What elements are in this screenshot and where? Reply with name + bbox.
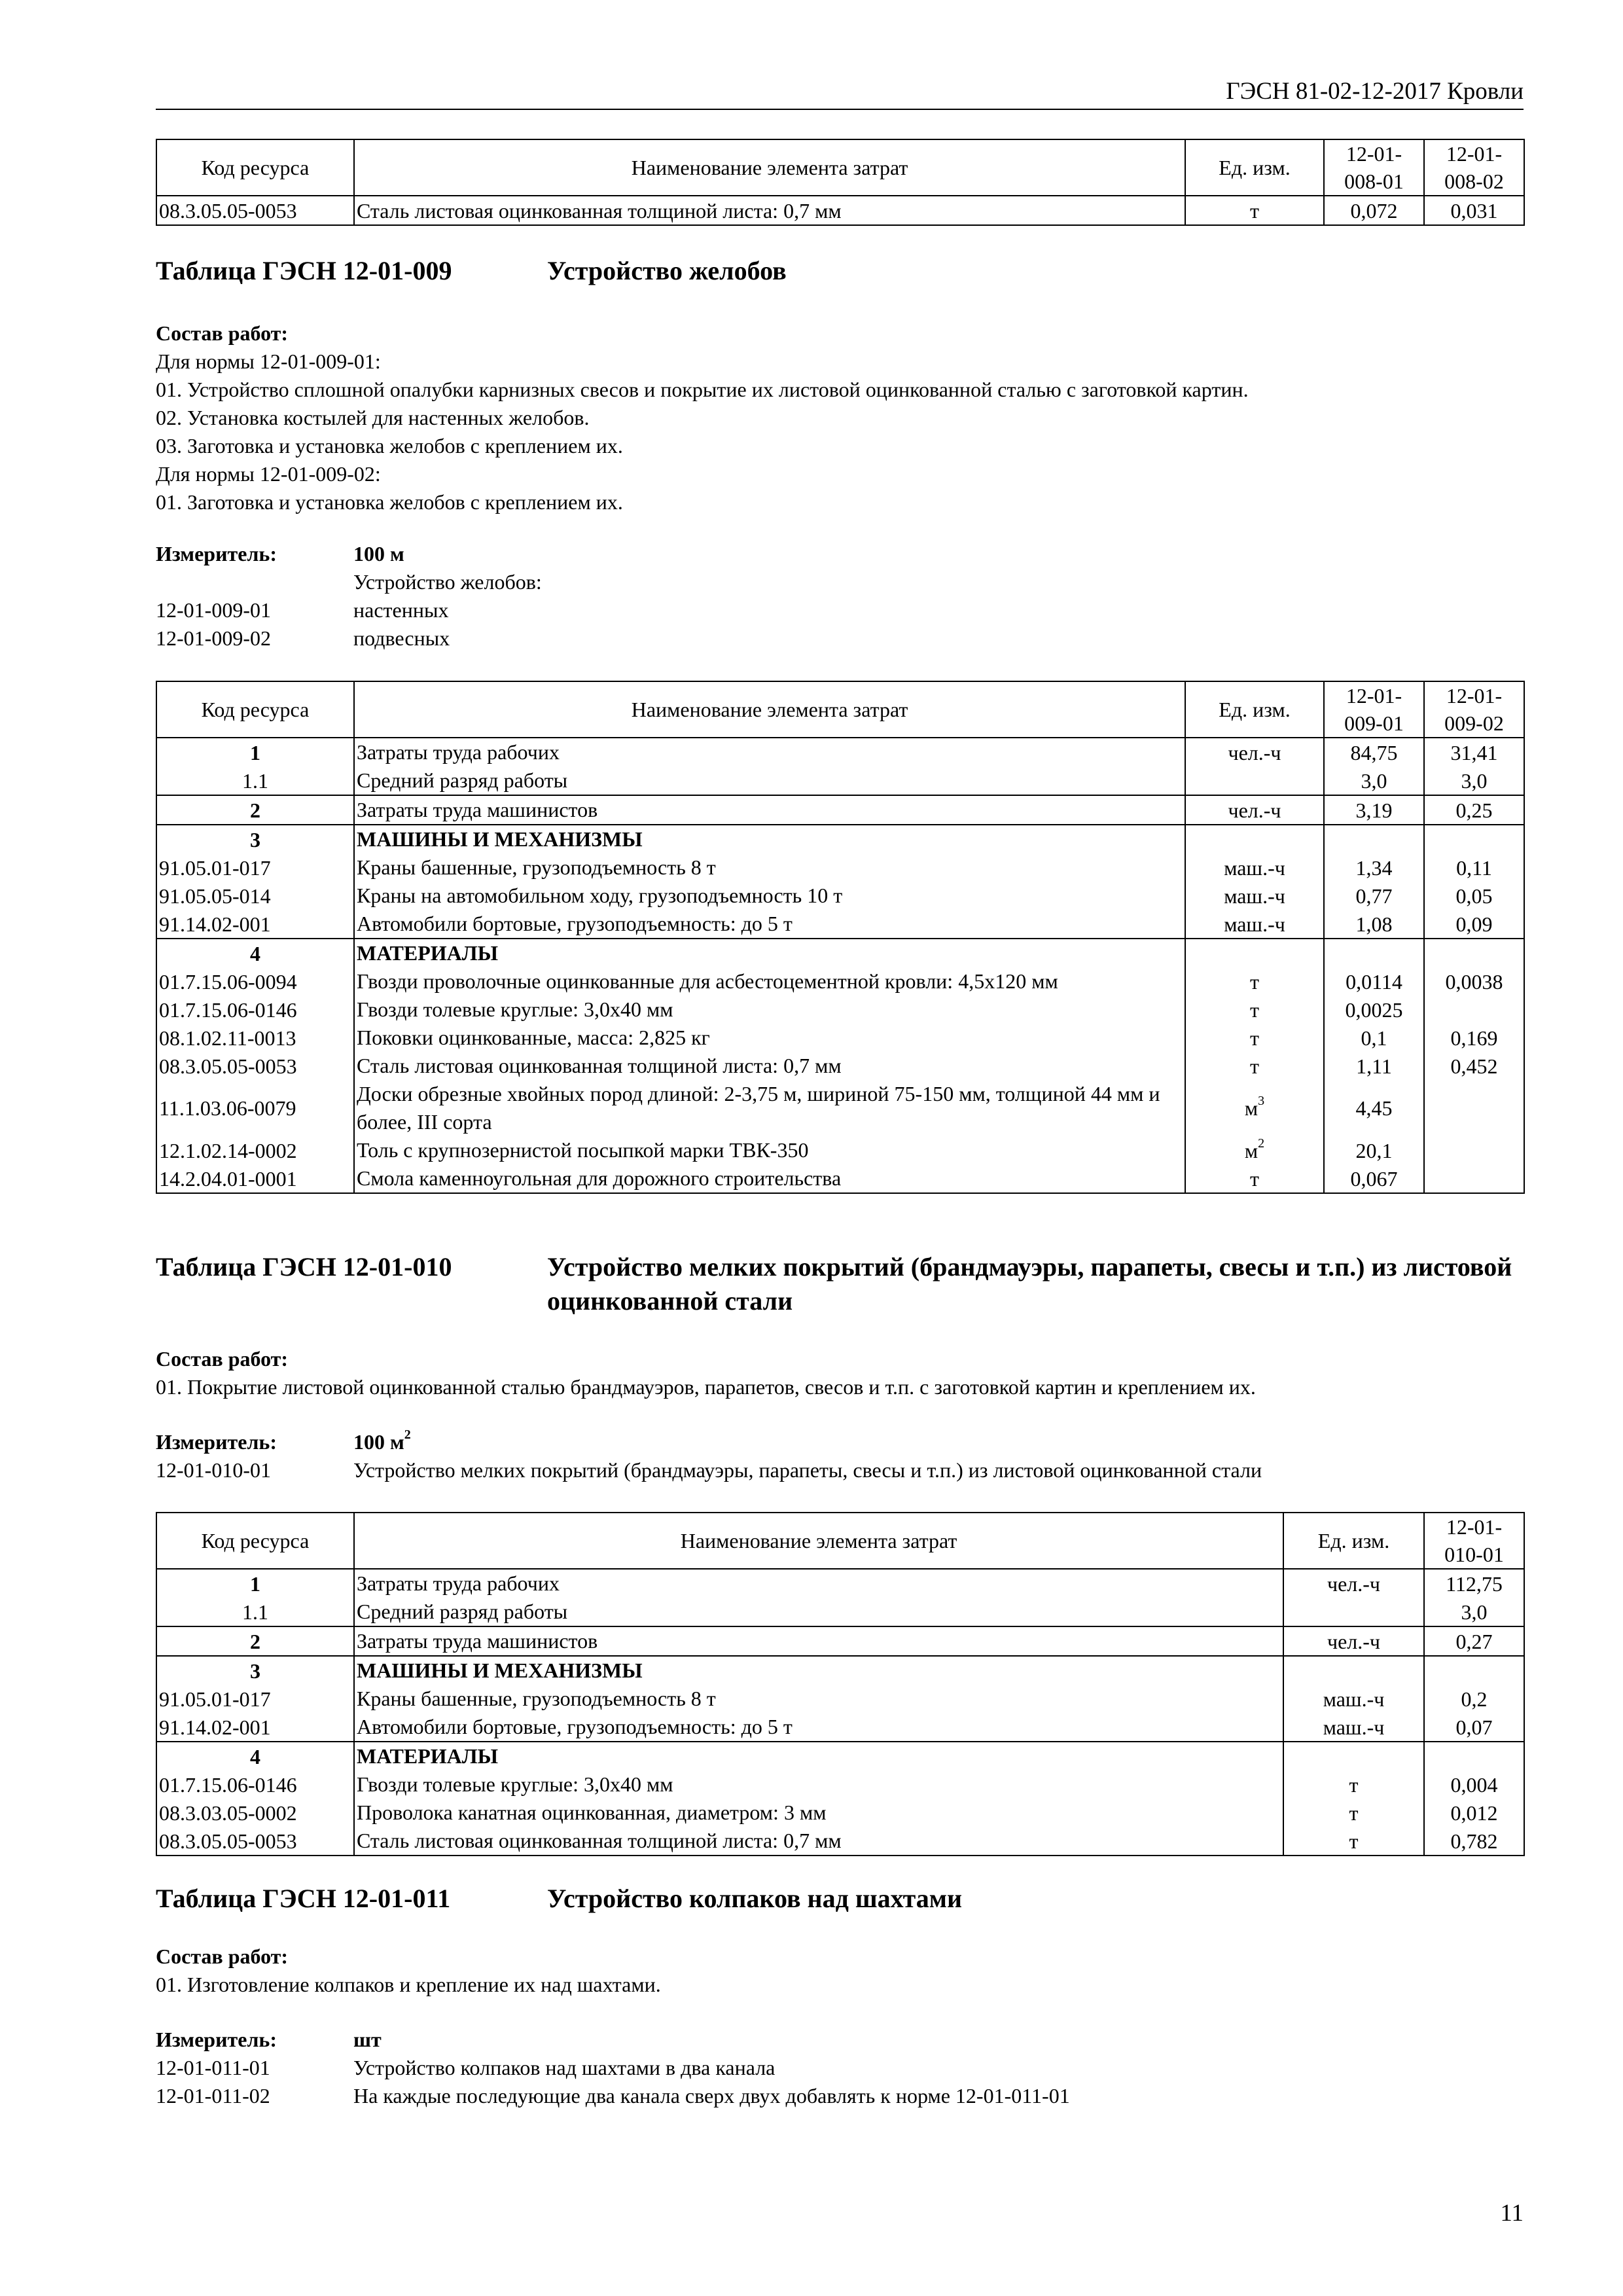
cell-value: 3,0 bbox=[1324, 766, 1424, 795]
cell-code: 1.1 bbox=[156, 1598, 354, 1626]
work-line: 01. Изготовление колпаков и крепление их над шахтами. bbox=[156, 1973, 661, 1996]
cell-code: 4 bbox=[156, 939, 354, 967]
cell-name: Затраты труда рабочих bbox=[354, 738, 1185, 766]
section-number: Таблица ГЭСН 12-01-010 bbox=[156, 1252, 452, 1282]
cell-unit: т bbox=[1185, 196, 1324, 225]
table-row bbox=[156, 1742, 1524, 1770]
cell-value: 84,75 bbox=[1324, 738, 1424, 766]
section-name: Устройство мелких покрытий (брандмауэры, парапеты, свесы и т.п.) из листовой оцинкованной стали bbox=[547, 1252, 1512, 1316]
cell-code: 1 bbox=[156, 1569, 354, 1598]
cell-name: Гвозди проволочные оцинкованные для асбестоцементной кровли: 4,5х120 мм bbox=[354, 967, 1185, 996]
cell-unit bbox=[1283, 1598, 1424, 1626]
cell-name: Краны башенные, грузоподъемность 8 т bbox=[354, 1685, 1283, 1713]
col-header-norm: 12-01- 009-02 bbox=[1424, 681, 1524, 738]
meter-value: шт bbox=[353, 2028, 382, 2051]
cell-value: 3,0 bbox=[1424, 1598, 1524, 1626]
col-header-name: Наименование элемента затрат bbox=[354, 681, 1185, 738]
cell-value: 3,0 bbox=[1424, 766, 1524, 795]
norm-code: 12-01-011-01 bbox=[156, 2056, 270, 2079]
col-header-code: Код ресурса bbox=[156, 1513, 354, 1569]
cell-unit: т bbox=[1185, 967, 1324, 996]
cell-code: 4 bbox=[156, 1742, 354, 1770]
cell-value bbox=[1324, 939, 1424, 967]
table-row bbox=[156, 910, 1524, 939]
col-header-norm: 12-01- 008-02 bbox=[1424, 139, 1524, 196]
cell-code: 91.14.02-001 bbox=[156, 910, 354, 939]
cell-name: Затраты труда машинистов bbox=[354, 1626, 1283, 1656]
cell-value: 1,34 bbox=[1324, 853, 1424, 882]
cell-value bbox=[1424, 1080, 1524, 1136]
col-header-norm: 12-01- 010-01 bbox=[1424, 1513, 1524, 1569]
cell-value: 0,072 bbox=[1324, 196, 1424, 225]
cell-unit: чел.-ч bbox=[1283, 1569, 1424, 1598]
cell-value: 0,11 bbox=[1424, 853, 1524, 882]
norm-desc: подвесных bbox=[353, 626, 450, 650]
meter-value: 100 м bbox=[353, 542, 404, 565]
col-header-code: Код ресурса bbox=[156, 681, 354, 738]
cell-value: 0,0114 bbox=[1324, 967, 1424, 996]
table-row bbox=[156, 766, 1524, 795]
cell-value: 0,77 bbox=[1324, 882, 1424, 910]
cell-value: 20,1 bbox=[1324, 1136, 1424, 1164]
cell-value: 0,452 bbox=[1424, 1052, 1524, 1080]
cell-unit: маш.-ч bbox=[1185, 853, 1324, 882]
table-row bbox=[156, 882, 1524, 910]
work-composition-title: Состав работ: bbox=[156, 1945, 289, 1968]
cell-unit: маш.-ч bbox=[1185, 882, 1324, 910]
cell-unit bbox=[1283, 1742, 1424, 1770]
cell-unit: маш.-ч bbox=[1283, 1713, 1424, 1742]
cell-name: Средний разряд работы bbox=[354, 766, 1185, 795]
table-row bbox=[156, 1052, 1524, 1080]
meter-label: Измеритель: bbox=[156, 2028, 277, 2051]
cell-name: Автомобили бортовые, грузоподъемность: до 5 т bbox=[354, 910, 1185, 939]
col-header-norm: 12-01- 008-01 bbox=[1324, 139, 1424, 196]
col-header-unit: Ед. изм. bbox=[1185, 139, 1324, 196]
cell-name: Гвозди толевые круглые: 3,0х40 мм bbox=[354, 1770, 1283, 1799]
cell-code: 08.3.05.05-0053 bbox=[156, 1827, 354, 1856]
cell-value bbox=[1424, 1164, 1524, 1193]
cell-unit: $м^2$ bbox=[1185, 1136, 1324, 1164]
work-line: Для нормы 12-01-009-02: bbox=[156, 462, 381, 486]
cell-code: 14.2.04.01-0001 bbox=[156, 1164, 354, 1193]
cell-name: МАТЕРИАЛЫ bbox=[354, 939, 1185, 967]
norm-code: 12-01-009-01 bbox=[156, 598, 271, 622]
cell-value: 0,2 bbox=[1424, 1685, 1524, 1713]
cell-code: 91.14.02-001 bbox=[156, 1713, 354, 1742]
table-row bbox=[156, 1024, 1524, 1052]
cell-name: Сталь листовая оцинкованная толщиной листа: 0,7 мм bbox=[354, 1052, 1185, 1080]
cell-unit: чел.-ч bbox=[1185, 738, 1324, 766]
cell-value bbox=[1424, 1742, 1524, 1770]
cell-code: 08.3.03.05-0002 bbox=[156, 1799, 354, 1827]
cell-name: Автомобили бортовые, грузоподъемность: до 5 т bbox=[354, 1713, 1283, 1742]
work-line: 03. Заготовка и установка желобов с креплением их. bbox=[156, 434, 623, 457]
cell-code: 11.1.03.06-0079 bbox=[156, 1080, 354, 1136]
col-header-norm: 12-01- 009-01 bbox=[1324, 681, 1424, 738]
page-header bbox=[156, 77, 1524, 110]
cell-name: МАШИНЫ И МЕХАНИЗМЫ bbox=[354, 825, 1185, 853]
cell-code: 91.05.01-017 bbox=[156, 853, 354, 882]
section-number: Таблица ГЭСН 12-01-011 bbox=[156, 1884, 451, 1913]
cell-value bbox=[1424, 1136, 1524, 1164]
norm-code: 12-01-011-02 bbox=[156, 2084, 270, 2108]
doc-title: ГЭСН 81-02-12-2017 Кровли bbox=[1226, 78, 1524, 105]
cell-unit: т bbox=[1185, 1164, 1324, 1193]
table-row bbox=[156, 1799, 1524, 1827]
cell-code: 2 bbox=[156, 1626, 354, 1656]
cell-name: МАТЕРИАЛЫ bbox=[354, 1742, 1283, 1770]
cell-value: 0,05 bbox=[1424, 882, 1524, 910]
cell-code: 08.3.05.05-0053 bbox=[156, 1052, 354, 1080]
table-row bbox=[156, 1080, 1524, 1136]
cell-name: Поковки оцинкованные, масса: 2,825 кг bbox=[354, 1024, 1185, 1052]
cell-unit bbox=[1185, 939, 1324, 967]
section-number: Таблица ГЭСН 12-01-009 bbox=[156, 256, 452, 285]
cell-value: 0,004 bbox=[1424, 1770, 1524, 1799]
table-row bbox=[156, 1827, 1524, 1856]
cell-code: 1 bbox=[156, 738, 354, 766]
table-row bbox=[156, 1164, 1524, 1193]
table-row bbox=[156, 1685, 1524, 1713]
cell-code: 1.1 bbox=[156, 766, 354, 795]
table-008-continuation bbox=[156, 139, 1525, 226]
cell-code: 08.1.02.11-0013 bbox=[156, 1024, 354, 1052]
work-composition-title: Состав работ: bbox=[156, 321, 289, 345]
cell-value: 1,11 bbox=[1324, 1052, 1424, 1080]
cell-unit: т bbox=[1185, 996, 1324, 1024]
meter-block-009 bbox=[156, 540, 1530, 653]
cell-code: 01.7.15.06-0094 bbox=[156, 967, 354, 996]
cell-unit bbox=[1185, 766, 1324, 795]
col-header-code: Код ресурса bbox=[156, 139, 354, 196]
table-row bbox=[156, 853, 1524, 882]
table-009 bbox=[156, 681, 1525, 1194]
table-row bbox=[156, 795, 1524, 825]
cell-code: 01.7.15.06-0146 bbox=[156, 996, 354, 1024]
table-row bbox=[156, 825, 1524, 853]
work-line: 01. Покрытие листовой оцинкованной сталью брандмауэров, парапетов, свесов и т.п. с заготовкой картин и креплением их. bbox=[156, 1375, 1256, 1399]
cell-unit: маш.-ч bbox=[1185, 910, 1324, 939]
cell-unit: т bbox=[1185, 1052, 1324, 1080]
meter-value: 100 $м^2$ bbox=[353, 1427, 411, 1454]
cell-value: 0,782 bbox=[1424, 1827, 1524, 1856]
col-header-unit: Ед. изм. bbox=[1283, 1513, 1424, 1569]
table-row bbox=[156, 738, 1524, 766]
cell-value: 0,0038 bbox=[1424, 967, 1524, 996]
work-composition-title: Состав работ: bbox=[156, 1347, 289, 1371]
cell-unit: т bbox=[1283, 1827, 1424, 1856]
cell-value: 31,41 bbox=[1424, 738, 1524, 766]
col-header-name: Наименование элемента затрат bbox=[354, 1513, 1283, 1569]
table-row bbox=[156, 196, 1524, 225]
section-name: Устройство колпаков над шахтами bbox=[547, 1884, 963, 1913]
work-line: Для нормы 12-01-009-01: bbox=[156, 350, 381, 373]
cell-unit bbox=[1283, 1656, 1424, 1685]
work-composition-011 bbox=[156, 1943, 1530, 1999]
cell-value: 0,07 bbox=[1424, 1713, 1524, 1742]
cell-value: 1,08 bbox=[1324, 910, 1424, 939]
section-name: Устройство желобов bbox=[547, 256, 787, 285]
cell-name: Краны на автомобильном ходу, грузоподъемность 10 т bbox=[354, 882, 1185, 910]
cell-unit: т bbox=[1283, 1799, 1424, 1827]
meter-label: Измеритель: bbox=[156, 1430, 277, 1454]
table-row bbox=[156, 1713, 1524, 1742]
cell-name: МАШИНЫ И МЕХАНИЗМЫ bbox=[354, 1656, 1283, 1685]
cell-value bbox=[1424, 996, 1524, 1024]
cell-value: 0,169 bbox=[1424, 1024, 1524, 1052]
cell-value bbox=[1324, 825, 1424, 853]
cell-value: 0,25 bbox=[1424, 795, 1524, 825]
cell-code: 91.05.01-017 bbox=[156, 1685, 354, 1713]
cell-value bbox=[1424, 1656, 1524, 1685]
cell-value: 112,75 bbox=[1424, 1569, 1524, 1598]
cell-code: 3 bbox=[156, 1656, 354, 1685]
norm-desc: настенных bbox=[353, 598, 449, 622]
norm-code: 12-01-010-01 bbox=[156, 1458, 271, 1482]
cell-code: 01.7.15.06-0146 bbox=[156, 1770, 354, 1799]
page-number: 11 bbox=[1500, 2200, 1524, 2227]
table-row bbox=[156, 967, 1524, 996]
norm-desc: Устройство мелких покрытий (брандмауэры, парапеты, свесы и т.п.) из листовой оцинкованной стали bbox=[353, 1458, 1262, 1482]
col-header-name: Наименование элемента затрат bbox=[354, 139, 1185, 196]
cell-name: Смола каменноугольная для дорожного строительства bbox=[354, 1164, 1185, 1193]
meter-subtitle: Устройство желобов: bbox=[353, 570, 542, 594]
table-row bbox=[156, 996, 1524, 1024]
cell-name: Проволока канатная оцинкованная, диаметром: 3 мм bbox=[354, 1799, 1283, 1827]
meter-label: Измеритель: bbox=[156, 542, 277, 565]
cell-name: Краны башенные, грузоподъемность 8 т bbox=[354, 853, 1185, 882]
cell-name: Толь с крупнозернистой посыпкой марки ТВК-350 bbox=[354, 1136, 1185, 1164]
meter-block-011 bbox=[156, 2026, 1530, 2110]
meter-block-010 bbox=[156, 1428, 1530, 1484]
cell-name: Сталь листовая оцинкованная толщиной листа: 0,7 мм bbox=[354, 1827, 1283, 1856]
cell-unit: $м^3$ bbox=[1185, 1080, 1324, 1136]
cell-value bbox=[1424, 939, 1524, 967]
cell-code: 2 bbox=[156, 795, 354, 825]
cell-name: Затраты труда рабочих bbox=[354, 1569, 1283, 1598]
cell-value: 0,012 bbox=[1424, 1799, 1524, 1827]
cell-value bbox=[1424, 825, 1524, 853]
work-composition-009 bbox=[156, 319, 1530, 516]
cell-name: Средний разряд работы bbox=[354, 1598, 1283, 1626]
work-line: 01. Устройство сплошной опалубки карнизных свесов и покрытие их листовой оцинкованной сталью с заготовкой картин. bbox=[156, 378, 1249, 401]
table-row bbox=[156, 1569, 1524, 1598]
cell-value: 0,1 bbox=[1324, 1024, 1424, 1052]
table-row bbox=[156, 1598, 1524, 1626]
cell-name: Затраты труда машинистов bbox=[354, 795, 1185, 825]
cell-unit: т bbox=[1185, 1024, 1324, 1052]
cell-unit: маш.-ч bbox=[1283, 1685, 1424, 1713]
cell-unit: чел.-ч bbox=[1283, 1626, 1424, 1656]
table-row bbox=[156, 1656, 1524, 1685]
cell-value: 4,45 bbox=[1324, 1080, 1424, 1136]
cell-code: 3 bbox=[156, 825, 354, 853]
cell-code: 91.05.05-014 bbox=[156, 882, 354, 910]
cell-value: 0,0025 bbox=[1324, 996, 1424, 1024]
cell-name: Доски обрезные хвойных пород длиной: 2-3,75 м, шириной 75-150 мм, толщиной 44 мм и более, III сорта bbox=[354, 1080, 1185, 1136]
cell-value: 0,09 bbox=[1424, 910, 1524, 939]
table-row bbox=[156, 1626, 1524, 1656]
table-row bbox=[156, 1136, 1524, 1164]
cell-name: Сталь листовая оцинкованная толщиной листа: 0,7 мм bbox=[354, 196, 1185, 225]
table-row bbox=[156, 1770, 1524, 1799]
cell-name: Гвозди толевые круглые: 3,0х40 мм bbox=[354, 996, 1185, 1024]
norm-desc: Устройство колпаков над шахтами в два канала bbox=[353, 2056, 776, 2079]
cell-code: 08.3.05.05-0053 bbox=[156, 196, 354, 225]
cell-value: 0,067 bbox=[1324, 1164, 1424, 1193]
cell-value: 0,27 bbox=[1424, 1626, 1524, 1656]
work-line: 02. Установка костылей для настенных желобов. bbox=[156, 406, 590, 429]
work-line: 01. Заготовка и установка желобов с креплением их. bbox=[156, 490, 623, 514]
cell-unit: чел.-ч bbox=[1185, 795, 1324, 825]
cell-value: 0,031 bbox=[1424, 196, 1524, 225]
cell-unit bbox=[1185, 825, 1324, 853]
table-row bbox=[156, 939, 1524, 967]
norm-code: 12-01-009-02 bbox=[156, 626, 271, 650]
cell-value: 3,19 bbox=[1324, 795, 1424, 825]
cell-code: 12.1.02.14-0002 bbox=[156, 1136, 354, 1164]
cell-unit: т bbox=[1283, 1770, 1424, 1799]
table-010 bbox=[156, 1512, 1525, 1856]
col-header-unit: Ед. изм. bbox=[1185, 681, 1324, 738]
norm-desc: На каждые последующие два канала сверх двух добавлять к норме 12-01-011-01 bbox=[353, 2084, 1070, 2108]
work-composition-010 bbox=[156, 1345, 1530, 1401]
